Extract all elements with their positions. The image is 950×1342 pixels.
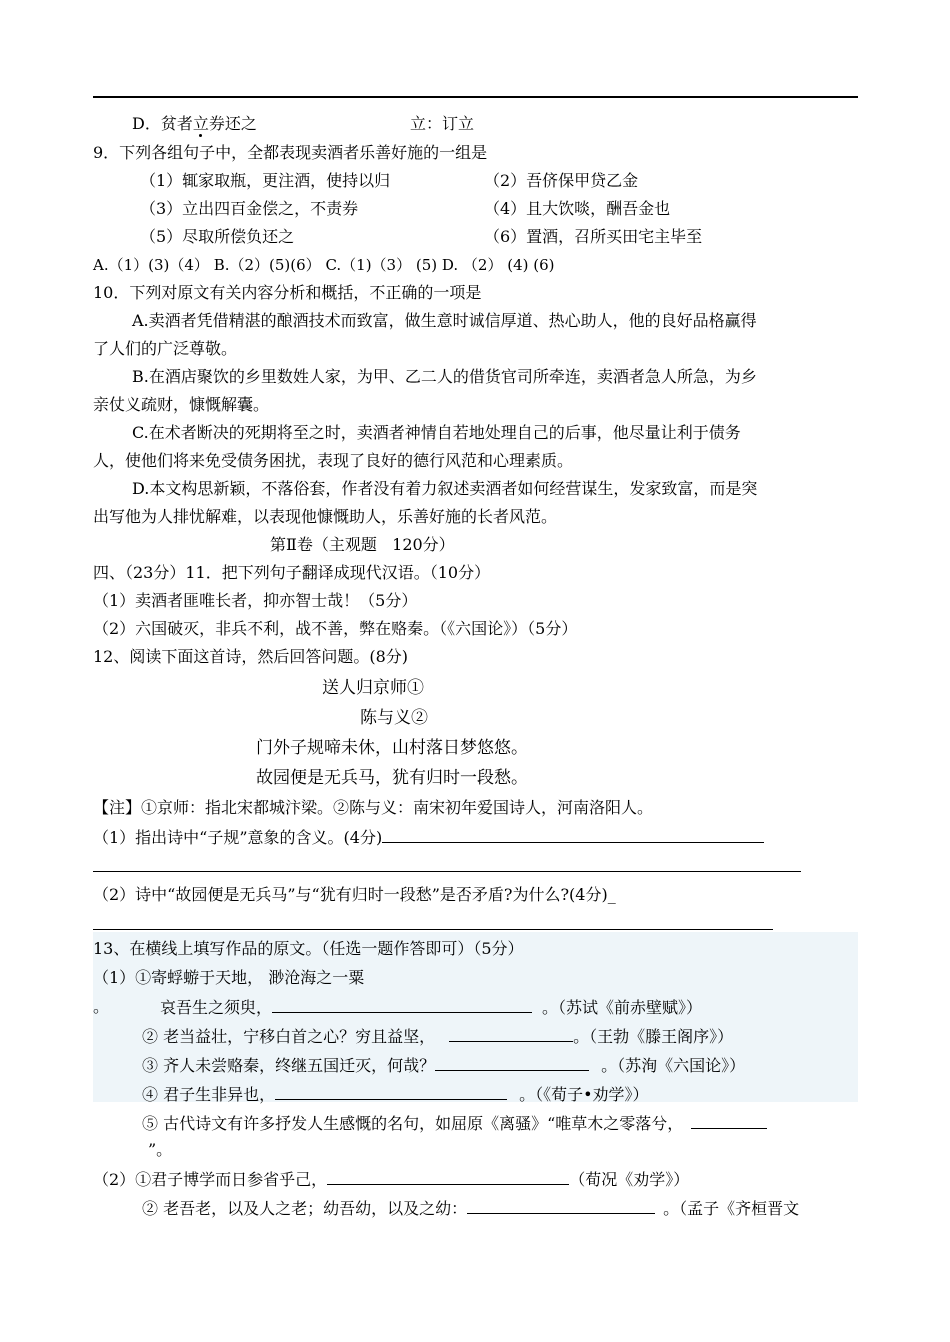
q13-stem: 13、在横线上填写作品的原文。（任选一题作答即可）（5分） [93,939,524,958]
q13-p1-4 [142,1083,649,1106]
poem-author: 陈与义② [360,708,428,728]
q13-part1-cont [160,996,702,1019]
q9-item-5: （5）尽取所偿负还之 [140,227,295,246]
q13-p1-2-blank[interactable] [449,1025,573,1042]
q10-option-b-line2: 亲仗义疏财，慷慨解囊。 [93,395,270,414]
q13-p2-1-blank[interactable] [327,1168,569,1185]
q13-p1-3 [142,1054,745,1077]
q13-p1-1-blank[interactable] [272,996,532,1013]
q13-p2-1-source: （荀况《劝学》） [569,1170,690,1189]
q12-stem: 12、阅读下面这首诗，然后回答问题。(8分) [93,647,409,666]
q9-item-4: （4）且大饮啖，酬吾金也 [484,199,671,218]
section-2-title: 第Ⅱ卷（主观题 120分） [270,535,455,554]
q13-p1-3-text: ③ 齐人未尝赂秦，终继五国迁灭，何哉？ [142,1056,436,1075]
q10-option-d-line2: 出写他为人排忧解难，以表现他慷慨助人，乐善好施的长者风范。 [93,507,558,526]
q13-p1-2-source: 。（王勃《滕王阁序》） [573,1027,734,1046]
q13-p1-4-blank[interactable] [275,1083,507,1100]
q13-p2-1 [93,1168,689,1191]
q9-item-2: （2）吾侪保甲贷乙金 [484,171,639,190]
q13-p1-1-text: 哀吾生之须臾， [160,998,273,1017]
q12-sub-2: （2）诗中“故园便是无兵马”与“犹有归时一段愁”是否矛盾?为什么?(4分)_ [93,885,616,904]
q10-option-b-line1: B.在酒店聚饮的乡里数姓人家，为甲、乙二人的借货官司所牵连，卖酒者急人所急，为乡 [132,367,757,386]
q13-p1-1-source: 。（苏试《前赤壁赋》） [542,998,703,1017]
poem-title: 送人归京师① [322,678,424,698]
q10-option-a-line1: A.卖酒者凭借精湛的酿酒技术而致富，做生意时诚信厚道、热心助人，他的良好品格赢得 [132,311,757,330]
q8-d-emphasis-char: 立 [192,114,209,133]
q11-heading: 四、（23分）11．把下列句子翻译成现代汉语。（10分） [93,563,491,582]
q13-p1-2-text: ② 老当益壮，宁移白首之心？穷且益坚， [142,1027,436,1046]
q10-option-a-line2: 了人们的广泛尊敬。 [93,339,238,358]
q10-option-c-line1: C.在术者断决的死期将至之时，卖酒者神情自若地处理自己的后事，他尽量让利于债务 [132,423,741,442]
q13-p2-2 [142,1197,799,1220]
q12-sub-2-answer-line[interactable] [93,929,773,930]
poem-note: 【注】①京师：指北宋都城汴梁。②陈与义：南宋初年爱国诗人，河南洛阳人。 [93,798,654,817]
q9-item-6: （6）置酒，召所买田宅主毕至 [484,227,703,246]
q8-option-d [132,113,257,135]
q9-item-3: （3）立出四百金偿之，不责券 [140,199,359,218]
q8-d-text-post: 券还之 [208,114,257,133]
q13-p1-4-text: ④ 君子生非异也， [142,1085,276,1104]
q10-stem: 10．下列对原文有关内容分析和概括，不正确的一项是 [93,283,482,302]
q13-part1-head: （1）①寄蜉蝣于天地， 渺沧海之一粟 [93,968,365,987]
top-rule [93,96,858,98]
q11-sentence-2: （2）六国破灭，非兵不利，战不善，弊在赂秦。（《六国论》）（5分） [93,619,578,638]
poem-line-2: 故园便是无兵马，犹有归时一段愁。 [256,768,528,788]
q13-p1-5 [142,1112,767,1135]
q13-p1-4-source: 。（《荀子•劝学》） [519,1085,649,1104]
q11-sentence-1: （1）卖酒者匪唯长者，抑亦智士哉！（5分） [93,591,418,610]
q13-p2-2-text: ② 老吾老，以及人之老；幼吾幼，以及之幼： [142,1199,468,1218]
q13-p2-1-text: （2）①君子博学而日参省乎己， [93,1170,328,1189]
q13-p2-2-source: 。（孟子《齐桓晋文 [663,1199,800,1218]
q9-item-1: （1）辄家取瓶，更注酒，使持以归 [140,171,391,190]
q10-option-c-line2: 人，使他们将来免受债务困扰，表现了良好的德行风范和心理素质。 [93,451,574,470]
q13-p1-5-blank[interactable] [691,1112,767,1129]
q13-p1-3-blank[interactable] [435,1054,589,1071]
q13-p2-2-blank[interactable] [467,1197,655,1214]
q13-p1-2 [142,1025,733,1048]
poem-line-1: 门外子规啼未休，山村落日梦悠悠。 [256,738,528,758]
q13-p1-5-end: ”。 [148,1140,173,1159]
q10-option-d-line1: D.本文构思新颖，不落俗套，作者没有着力叙述卖酒者如何经营谋生，发家致富，而是突 [132,479,758,498]
q12-sub-1-text: （1）指出诗中“子规”意象的含义。(4分) [93,828,383,847]
q12-sub-1-answer-line[interactable] [93,871,801,872]
q9-stem: 9．下列各组句子中，全都表现卖酒者乐善好施的一组是 [93,143,488,162]
q12-sub-1-answer-blank[interactable] [382,826,764,843]
q13-part1-cont-mark: 。 [93,997,110,1016]
q12-sub-1 [93,826,764,849]
q13-p1-3-source: 。（苏洵《六国论》） [601,1056,746,1075]
q9-options: A.（1）(3)（4） B.（2）(5)(6） C.（1)（3） (5) D. （2） (4) (6) [93,256,555,274]
q8-d-text-pre: D．贫者 [132,114,193,133]
q8-d-gloss: 立：订立 [410,114,475,133]
q13-p1-5-text: ⑤ 古代诗文有许多抒发人生感慨的名句，如屈原《离骚》“唯草木之零落兮， [142,1114,684,1133]
